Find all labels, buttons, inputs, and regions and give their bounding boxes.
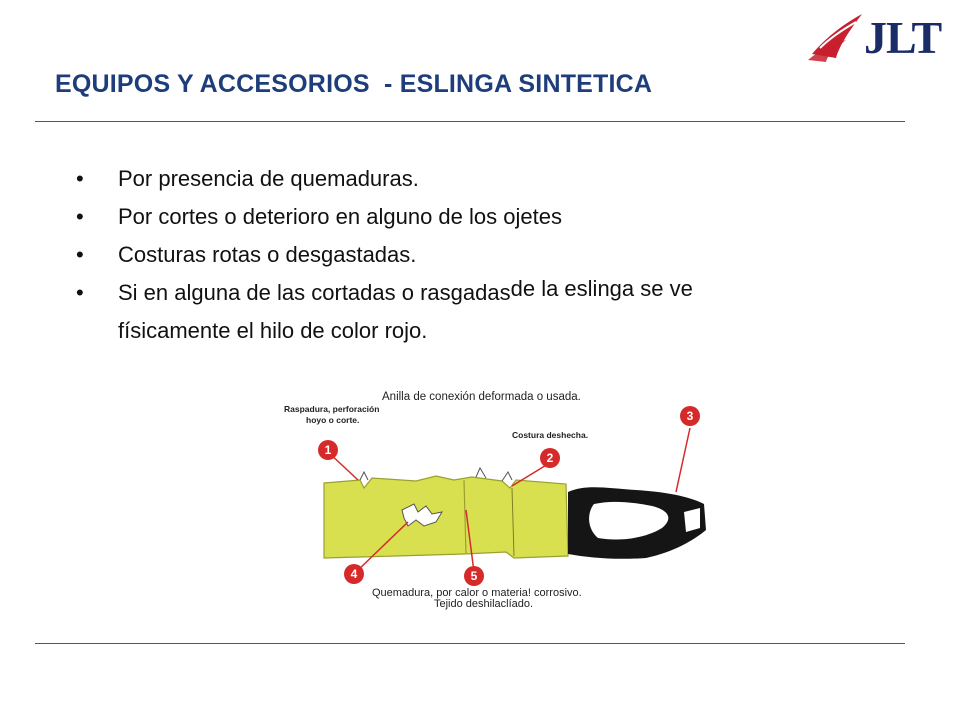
list-item	[76, 274, 896, 350]
bullet-icon: •	[76, 280, 84, 305]
sling-diagram	[276, 380, 716, 612]
label-costura: Costura deshecha.	[512, 430, 589, 440]
bullet-icon: •	[76, 166, 84, 191]
sail-logo-icon	[806, 10, 866, 66]
marker-5	[464, 566, 484, 586]
bullet-icon: •	[76, 204, 84, 229]
marker-2	[540, 448, 560, 468]
svg-text:1: 1	[324, 443, 332, 457]
bullet-text: Por presencia de quemaduras.	[118, 166, 419, 191]
logo-text: JLT	[864, 12, 942, 63]
label-quemadura: Quemadura, por calor o materia! corrosivo.	[372, 587, 582, 599]
bottom-divider	[35, 643, 905, 644]
list-item	[76, 236, 896, 274]
bullet-text-line2: físicamente el hilo de color rojo.	[118, 318, 428, 343]
label-tejido: Tejido deshilaclíado.	[434, 598, 534, 610]
jlt-logo	[806, 10, 952, 66]
bullet-icon: •	[76, 242, 84, 267]
bullet-text: Por cortes o deterioro en alguno de los ojetes	[118, 204, 562, 229]
page-title: EQUIPOS Y ACCESORIOS - ESLINGA SINTETICA	[55, 70, 653, 98]
svg-text:5: 5	[470, 569, 478, 583]
top-divider	[35, 121, 905, 122]
list-item	[76, 160, 896, 198]
bullet-text: Si en alguna de las cortadas o rasgadas	[118, 280, 511, 305]
bullet-list	[76, 160, 896, 350]
marker-1	[318, 440, 338, 460]
svg-text:2: 2	[546, 451, 554, 465]
marker-3	[680, 406, 700, 426]
bullet-text: Costuras rotas o desgastadas.	[118, 242, 417, 267]
label-raspadura-1: Raspadura, perforación	[284, 404, 380, 414]
bullet-text-tail: de la eslinga se ve	[510, 276, 693, 301]
label-raspadura-2: hoyo o corte.	[306, 415, 360, 425]
sling-body	[324, 476, 568, 558]
svg-text:3: 3	[686, 409, 694, 423]
list-item	[76, 198, 896, 236]
label-anilla: Anilla de conexión deformada o usada.	[382, 391, 581, 403]
svg-text:4: 4	[350, 567, 358, 581]
marker-4	[344, 564, 364, 584]
